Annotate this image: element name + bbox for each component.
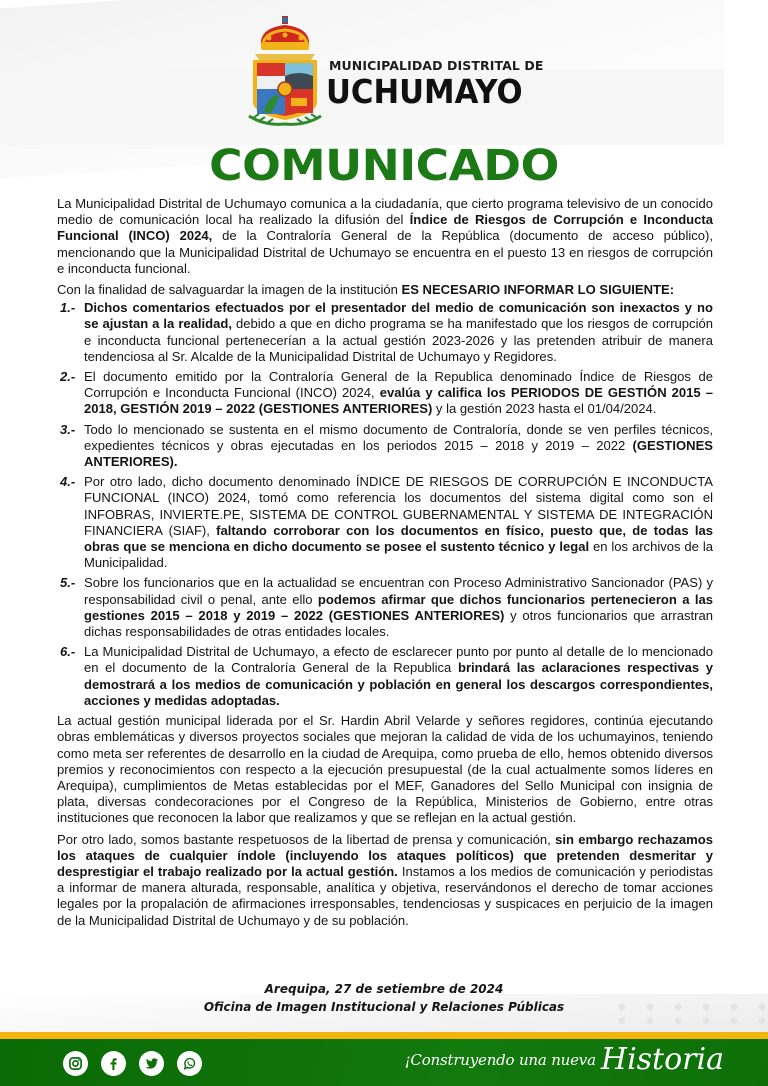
document-body	[57, 196, 713, 934]
facebook-icon	[106, 1056, 121, 1071]
intro-paragraph	[57, 196, 713, 277]
list-item-text: La Municipalidad Distrital de Uchumayo, a efecto de esclarecer punto por punto al detalle de lo mencionado en el documento de la Contraloría General de la Republica	[84, 644, 713, 676]
signature-block	[0, 980, 768, 1016]
social-links	[63, 1051, 202, 1076]
closing-bold-text: sin embargo rechazamos los ataques de cualquier índole (incluyendo los ataques políticos) que pretenden desmeritar y desprestigiar el trabajo realizado por la actual gestión.	[57, 831, 713, 879]
list-item-number: 1.-	[60, 300, 76, 316]
intro-bold-text: Índice de Riesgos de Corrupción e Inconducta Funcional (INCO) 2024,	[57, 212, 713, 244]
list-item-bold-text: Dichos comentarios efectuados por el presentador del medio de comunicación son inexactos y no se ajustan a la realidad,	[84, 300, 713, 332]
closing-paragraph-press	[57, 832, 713, 929]
closing-text-end: Instamos a los medios de comunicación y periodistas a informar de manera alturada, responsable, analítica y objetiva, reservándonos el derecho de tomar acciones legales por la propalación de afirmaciones irresponsables, tendenciosas y suspicaces en perjuicio de la imagen de la Municipalidad Distrital de Uchumayo y de su población.	[57, 863, 713, 928]
list-item	[57, 422, 713, 471]
closing-text: Por otro lado, somos bastante respetuosos de la libertad de prensa y comunicación,	[57, 831, 556, 847]
instagram-icon	[68, 1056, 83, 1071]
slogan-text: ¡Construyendo una nueva	[404, 1051, 596, 1069]
lead-text: Con la finalidad de salvaguardar la imagen de la institución	[57, 282, 402, 298]
list-item-number: 5.-	[60, 575, 76, 591]
list-item-text: y la gestión 2023 hasta el 01/04/2024.	[432, 401, 657, 417]
list-item-text: debido a que en dicho programa se ha manifestado que los riesgos de corrupción e inconducta funcional pertenecerían a la actual gestión 2023-2026 y las pretenden atribuir de manera tendenciosa al Sr. Alcalde de la Municipalidad Distrital de Uchumayo y Regidores.	[84, 316, 713, 364]
footer-gold-stripe	[0, 1032, 768, 1039]
intro-text: La Municipalidad Distrital de Uchumayo comunica a la ciudadanía, que cierto programa televisivo de un conocido medio de comunicación local ha realizado la difusión del	[57, 196, 713, 228]
footer-slogan	[405, 1042, 724, 1077]
list-item-text: Por otro lado, dicho documento denominado ÍNDICE DE RIESGOS DE CORRUPCIÓN E INCONDUCTA FUNCIONAL (INCO) 2024, tomó como referencia los documentos del sistema digital como son el INFOBRAS, INVIERTE.PE, SISTEMA DE CONTROL GUBERNAMENTAL Y SISTEMA DE INTEGRACIÓN FINANCIERA (SIAF),	[84, 474, 713, 538]
list-item	[57, 575, 713, 640]
slogan-highlight: Historia	[600, 1042, 724, 1077]
closing-paragraph-achievements: La actual gestión municipal liderada por el Sr. Hardin Abril Velarde y señores regidores, continúa ejecutando obras emblemáticas y diversos proyectos sociales que mejoran la calidad de vida de los uchumayinos, teniendo como meta ser referentes de desarrollo en la ciudad de Arequipa, como prueba de ello, hemos obtenido diversos premios y reconocimientos con respecto a la ejecución presupuestal (de la cual actualmente somos líderes en Arequipa), cumplimientos de Metas establecidas por el MEF, Ganadores del Sello Municipal con insignia de plata, diversas condecoraciones por el Congreso de la República, Ministerios de Gobierno, entre otras instituciones que reconocen la labor que realizamos y que se reflejan en la actual gestión.	[57, 713, 713, 826]
list-item-text: El documento emitido por la Contraloría General de la Republica denominado Índice de Riesgos de Corrupción e Inconducta Funcional (INCO) 2024,	[84, 369, 713, 401]
letterhead	[0, 0, 768, 140]
issuing-office: Oficina de Imagen Institucional y Relaciones Públicas	[203, 1000, 565, 1014]
list-item-bold-text: faltando corroborar con los documentos en físico, puesto que, de todas las obras que se menciona en dicho documento se posee el sustento técnico y legal	[84, 522, 713, 555]
list-item-text: y otros funcionarios que arrastran dichas responsabilidades de otras entidades locales.	[84, 607, 713, 640]
numbered-list	[57, 300, 713, 709]
whatsapp-link[interactable]	[177, 1051, 202, 1076]
list-item-text: Sobre los funcionarios que en la actualidad se encuentran con Proceso Administrativo Sancionador (PAS) y responsabilidad civil o penal, ante ello	[84, 575, 713, 607]
list-item-number: 3.-	[60, 421, 76, 437]
list-item-bold-text: brindará las aclaraciones respectivas y demostrará a los medios de comunicación y población en general los descargos correspondientes, acciones y medidas adoptadas.	[84, 660, 714, 708]
list-item-number: 6.-	[60, 644, 76, 660]
intro-text-end: de la Contraloría General de la República (documento de acceso público), mencionando que la Municipalidad Distrital de Uchumayo se encuentra en el puesto 13 en riesgos de corrupción e inconducta funcional.	[57, 228, 713, 276]
document-title: COMUNICADO	[209, 141, 559, 191]
place-date: Arequipa, 27 de setiembre de 2024	[264, 982, 504, 996]
list-item	[57, 644, 713, 709]
list-item-number: 4.-	[60, 474, 76, 490]
facebook-link[interactable]	[101, 1051, 126, 1076]
coat-of-arms-icon	[245, 16, 325, 128]
lead-bold-text: ES NECESARIO INFORMAR LO SIGUIENTE:	[401, 282, 675, 298]
twitter-link[interactable]	[139, 1051, 164, 1076]
list-item	[57, 369, 713, 418]
list-item-text: Todo lo mencionado se sustenta en el mismo documento de Contraloría, donde se ven perfiles técnicos, expedientes técnicos y obras ejecutadas en los periodos 2015 – 2018 y 2019 – 2022	[84, 421, 713, 453]
instagram-link[interactable]	[63, 1051, 88, 1076]
twitter-icon	[144, 1056, 159, 1071]
lead-paragraph	[57, 282, 713, 298]
list-item-bold-text: (GESTIONES ANTERIORES).	[84, 437, 713, 470]
list-item-bold-text: evalúa y califica los PERIODOS DE GESTIÓN 2015 – 2018, GESTIÓN 2019 – 2022 (GESTIONES ANTERIORES)	[84, 385, 713, 417]
list-item-text: en los archivos de la Municipalidad.	[84, 539, 713, 571]
brand-subtitle: MUNICIPALIDAD DISTRITAL DE	[329, 58, 544, 73]
list-item	[57, 474, 713, 571]
list-item	[57, 300, 713, 365]
brand-name: UCHUMAYO	[326, 72, 523, 111]
list-item-bold-text: podemos afirmar que dichos funcionarios pertenecieron a las gestiones 2015 – 2018 y 2019 – 2022 (GESTIONES ANTERIORES)	[84, 591, 714, 623]
whatsapp-icon	[182, 1056, 197, 1071]
list-item-number: 2.-	[60, 369, 76, 385]
